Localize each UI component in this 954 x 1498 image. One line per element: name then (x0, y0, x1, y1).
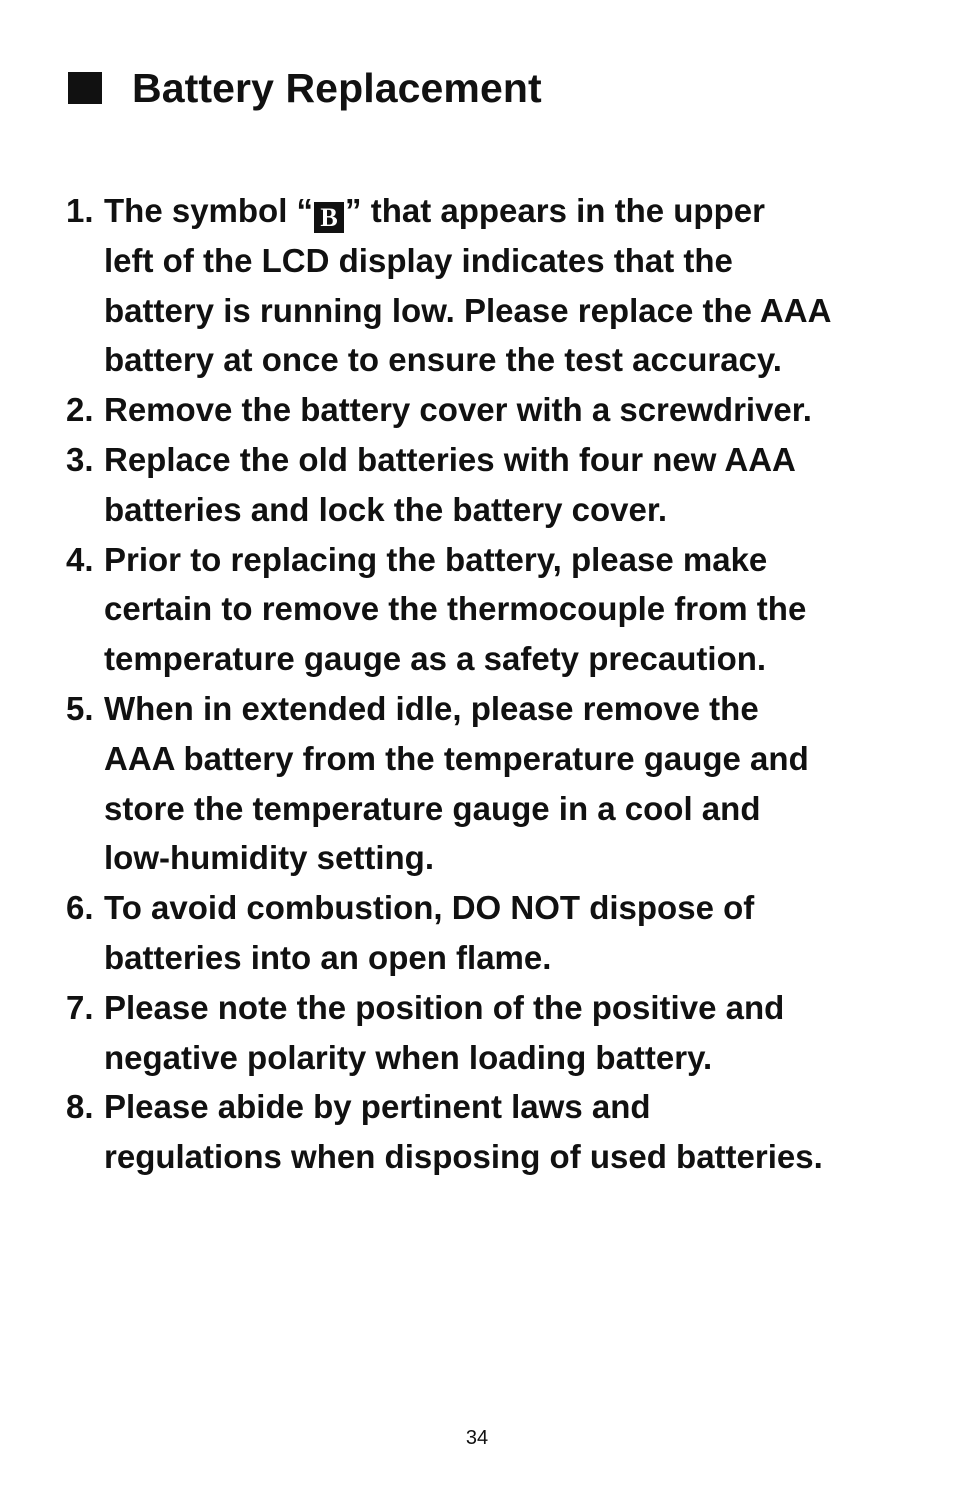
step-line: Please note the position of the positive and (104, 988, 785, 1026)
instruction-list (66, 186, 926, 1182)
step-line: To avoid combustion, DO NOT dispose of (104, 889, 755, 927)
step-line: certain to remove the thermocouple from the (104, 590, 807, 628)
list-item (66, 983, 926, 1083)
step-line: batteries and lock the battery cover. (104, 490, 668, 528)
page-number: 34 (465, 1427, 489, 1449)
step-line: AAA battery from the temperature gauge and (104, 739, 809, 777)
list-item (66, 684, 926, 883)
step-line: battery is running low. Please replace the AAA (104, 291, 832, 329)
step-number: 8. (66, 1088, 94, 1126)
step-number: 1. (66, 192, 94, 229)
step-number: 5. (66, 689, 94, 727)
step-line: Replace the old batteries with four new AAA (104, 440, 796, 478)
step-line: left of the LCD display indicates that the (104, 241, 733, 279)
step-number: 7. (66, 988, 94, 1026)
list-item (66, 186, 926, 385)
step-line: regulations when disposing of used batteries. (104, 1138, 823, 1176)
square-bullet-icon (68, 72, 102, 104)
section-title: Battery Replacement (132, 65, 542, 111)
list-item (66, 1082, 926, 1182)
step-line: Prior to replacing the battery, please make (104, 540, 768, 578)
step-number: 4. (66, 540, 94, 578)
section-heading (68, 64, 542, 112)
low-battery-icon: B (314, 202, 344, 233)
step-line: battery at once to ensure the test accuracy. (104, 341, 782, 379)
step-line: Remove the battery cover with a screwdriver. (104, 391, 812, 429)
step-line: When in extended idle, please remove the (104, 689, 759, 727)
step-line (104, 186, 926, 236)
step-line: Please abide by pertinent laws and (104, 1088, 651, 1126)
step-number: 2. (66, 391, 94, 429)
step-number: 6. (66, 889, 94, 927)
list-item (66, 883, 926, 983)
step-line: low-humidity setting. (104, 839, 434, 877)
step-line: temperature gauge as a safety precaution. (104, 640, 767, 678)
list-item (66, 435, 926, 535)
step-line: negative polarity when loading battery. (104, 1038, 713, 1076)
list-item (66, 385, 926, 435)
step-line: store the temperature gauge in a cool and (104, 789, 761, 827)
step-line: batteries into an open flame. (104, 938, 552, 976)
step-number: 3. (66, 440, 94, 478)
step-text: The symbol “ (104, 192, 314, 229)
step-text: ” that appears in the upper (345, 192, 765, 229)
list-item (66, 535, 926, 684)
